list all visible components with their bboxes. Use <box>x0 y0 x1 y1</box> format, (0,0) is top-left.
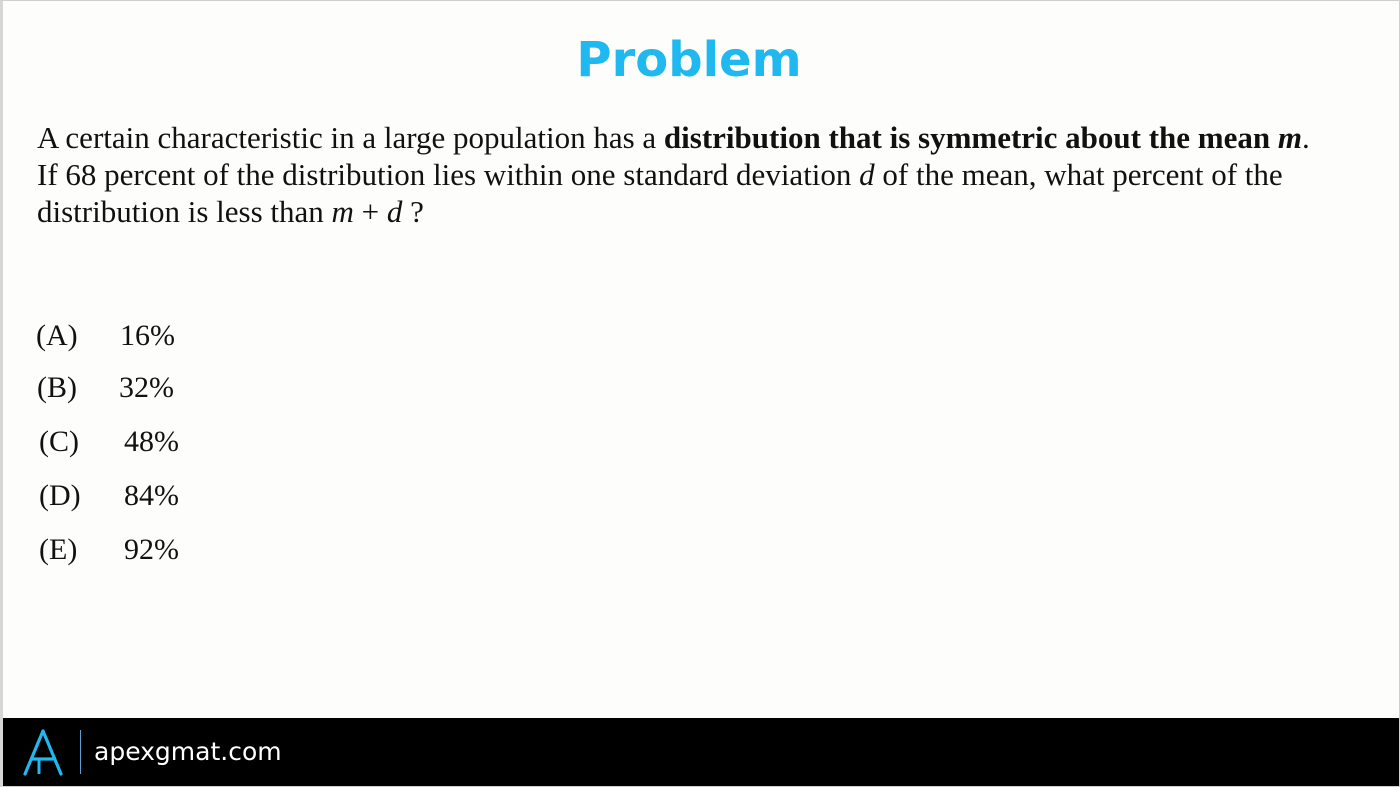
option-value: 84% <box>124 479 179 512</box>
question-text-part: A certain characteristic in a large population has a <box>37 120 664 155</box>
variable-m: m <box>1277 120 1303 155</box>
option-value: 32% <box>119 371 174 404</box>
question-text-part: of the mean, what percent of the <box>874 157 1283 192</box>
question-emphasis <box>664 120 1302 155</box>
option-value: 92% <box>124 533 179 566</box>
plus-sign: + <box>353 194 387 229</box>
option-letter: (B) <box>37 371 77 404</box>
option-letter: (E) <box>39 533 78 566</box>
option-letter: (A) <box>36 319 78 352</box>
logo-divider <box>80 730 81 774</box>
option-value: 48% <box>124 425 179 458</box>
variable-d: d <box>386 194 403 229</box>
option-value: 16% <box>120 319 175 352</box>
question-mark: ? <box>402 194 424 229</box>
apex-a-logo-icon <box>19 728 67 776</box>
variable-m: m <box>331 194 354 229</box>
question-text-part: If 68 percent of the distribution lies within one standard deviation <box>37 157 860 192</box>
question-text-part: distribution is less than <box>37 194 332 229</box>
brand-text: apexgmat.com <box>94 737 282 766</box>
option-letter: (D) <box>39 479 81 512</box>
question-text-part: . <box>1302 120 1310 155</box>
slide-title: Problem <box>576 32 802 88</box>
question-text <box>37 119 1367 230</box>
option-letter: (C) <box>39 425 79 458</box>
question-bold-text: distribution that is symmetric about the mean <box>663 120 1278 155</box>
variable-d: d <box>859 157 875 192</box>
footer-bar <box>3 718 1400 786</box>
